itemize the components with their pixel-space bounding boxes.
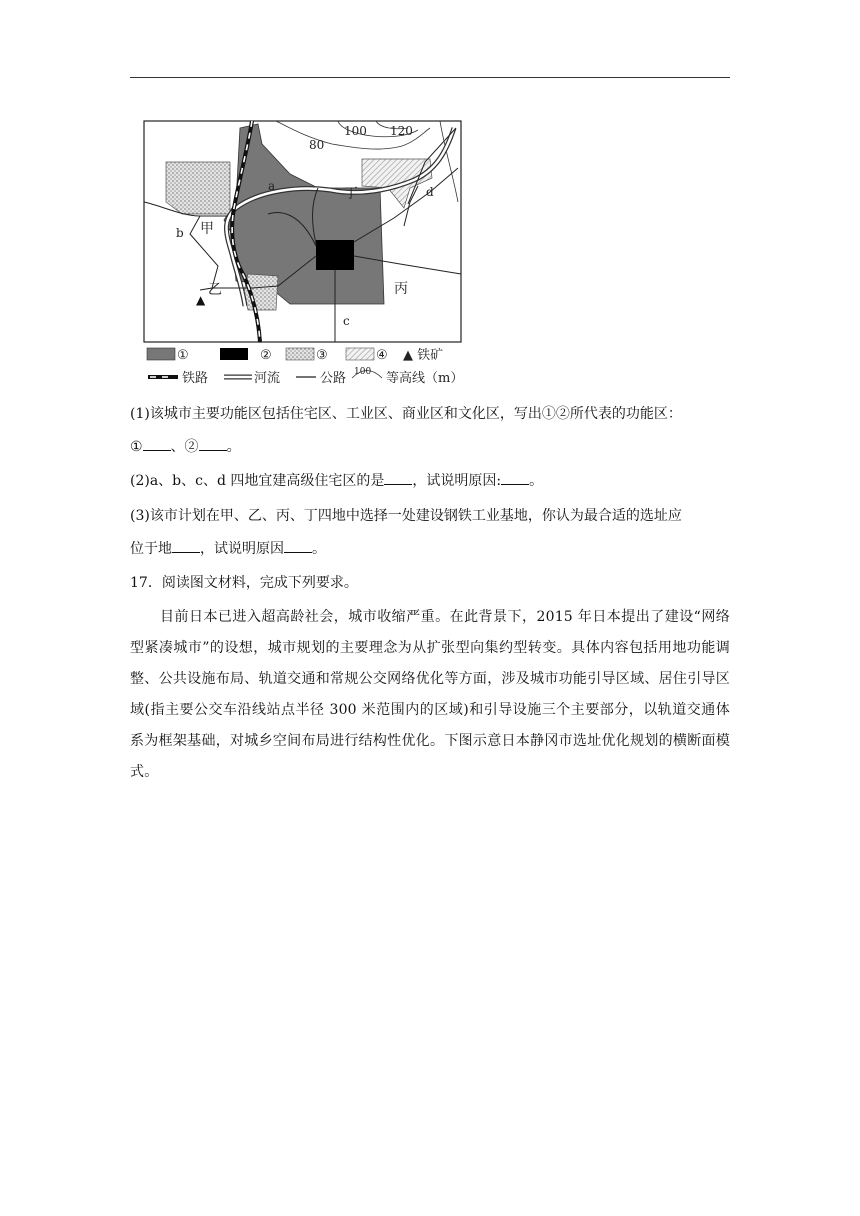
question-1-line1: (1)该城市主要功能区包括住宅区、工业区、商业区和文化区，写出①②所代表的功能区： xyxy=(130,406,682,422)
question-17-heading: 17．阅读图文材料，完成下列要求。 xyxy=(130,575,358,591)
q2-text-a: (2)a、b、c、d 四地宜建高级住宅区的是 xyxy=(130,473,385,489)
label-ding: 丁 xyxy=(344,186,358,202)
q1-prefix: ① xyxy=(130,439,143,455)
legend-iron-ore: ▲ 铁矿 xyxy=(403,348,444,363)
answer-blank-2[interactable] xyxy=(199,437,227,451)
answer-blank-1[interactable] xyxy=(143,437,171,451)
label-a: a xyxy=(268,179,276,193)
question-1-line2 xyxy=(130,437,241,457)
legend-swatch-zone3 xyxy=(286,348,314,360)
legend-zone1: ① xyxy=(177,348,189,363)
legend-contour-sample: 100 xyxy=(354,367,372,377)
answer-blank-3[interactable] xyxy=(384,471,412,485)
question-3-line2 xyxy=(130,539,326,559)
question-2 xyxy=(130,471,543,491)
label-b: b xyxy=(176,226,184,240)
question-3-line1: (3)该市计划在甲、乙、丙、丁四地中选择一处建设钢铁工业基地，你认为最合适的选址应 xyxy=(130,508,682,524)
q1-middle: 、② xyxy=(170,439,199,455)
contour-label-80: 80 xyxy=(309,138,325,152)
q1-end: 。 xyxy=(226,439,241,455)
q2-text-c: 。 xyxy=(529,473,544,489)
legend-swatch-zone2 xyxy=(220,348,248,360)
answer-blank-6[interactable] xyxy=(284,539,312,553)
legend-swatch-zone4 xyxy=(346,348,374,360)
zone2-area xyxy=(316,240,354,270)
legend-river: 河流 xyxy=(254,371,281,386)
q3-text-a: 位于地 xyxy=(130,541,172,557)
zone3-area-west xyxy=(166,162,230,214)
contour-label-100: 100 xyxy=(344,124,367,138)
legend-zone3: ③ xyxy=(316,348,328,363)
header-rule xyxy=(130,77,730,78)
contour-label-120: 120 xyxy=(390,124,413,138)
legend-zone2: ② xyxy=(260,348,272,363)
answer-blank-4[interactable] xyxy=(501,471,529,485)
label-yi: 乙 xyxy=(208,282,222,298)
legend-contour: 等高线（m） xyxy=(386,371,464,386)
legend-zone4: ④ xyxy=(376,348,388,363)
legend-railway: 铁路 xyxy=(182,371,209,386)
material-paragraph: 目前日本已进入超高龄社会，城市收缩严重。在此背景下，2015 年日本提出了建设“网络型紧凑城市”的设想，城市规划的主要理念为从扩张型向集约型转变。具体内容包括用地功能调整、公共设施布局、轨道交通和常规公交网络优化等方面，涉及城市功能引导区域、居住引导区域(指主要公交车沿线站点半径 300 米范围内的区域)和引导设施三个主要部分，以轨道交通体系为框架基础，对城乡空间布局进行结构性优化。下图示意日本静冈市选址优化规划的横断面模式。 xyxy=(130,609,730,780)
legend-swatch-zone1 xyxy=(147,348,175,360)
legend-road: 公路 xyxy=(320,371,347,386)
answer-blank-5[interactable] xyxy=(172,539,200,553)
q3-text-b: ，试说明原因 xyxy=(200,541,284,557)
q3-text-c: 。 xyxy=(312,541,326,557)
label-bing: 丙 xyxy=(394,281,408,297)
city-map xyxy=(140,116,490,388)
label-c: c xyxy=(343,314,350,328)
q2-text-b: ，试说明原因: xyxy=(412,473,502,489)
label-d: d xyxy=(426,185,434,199)
iron-ore-icon: ▲ xyxy=(196,293,206,307)
label-jia: 甲 xyxy=(200,221,214,237)
